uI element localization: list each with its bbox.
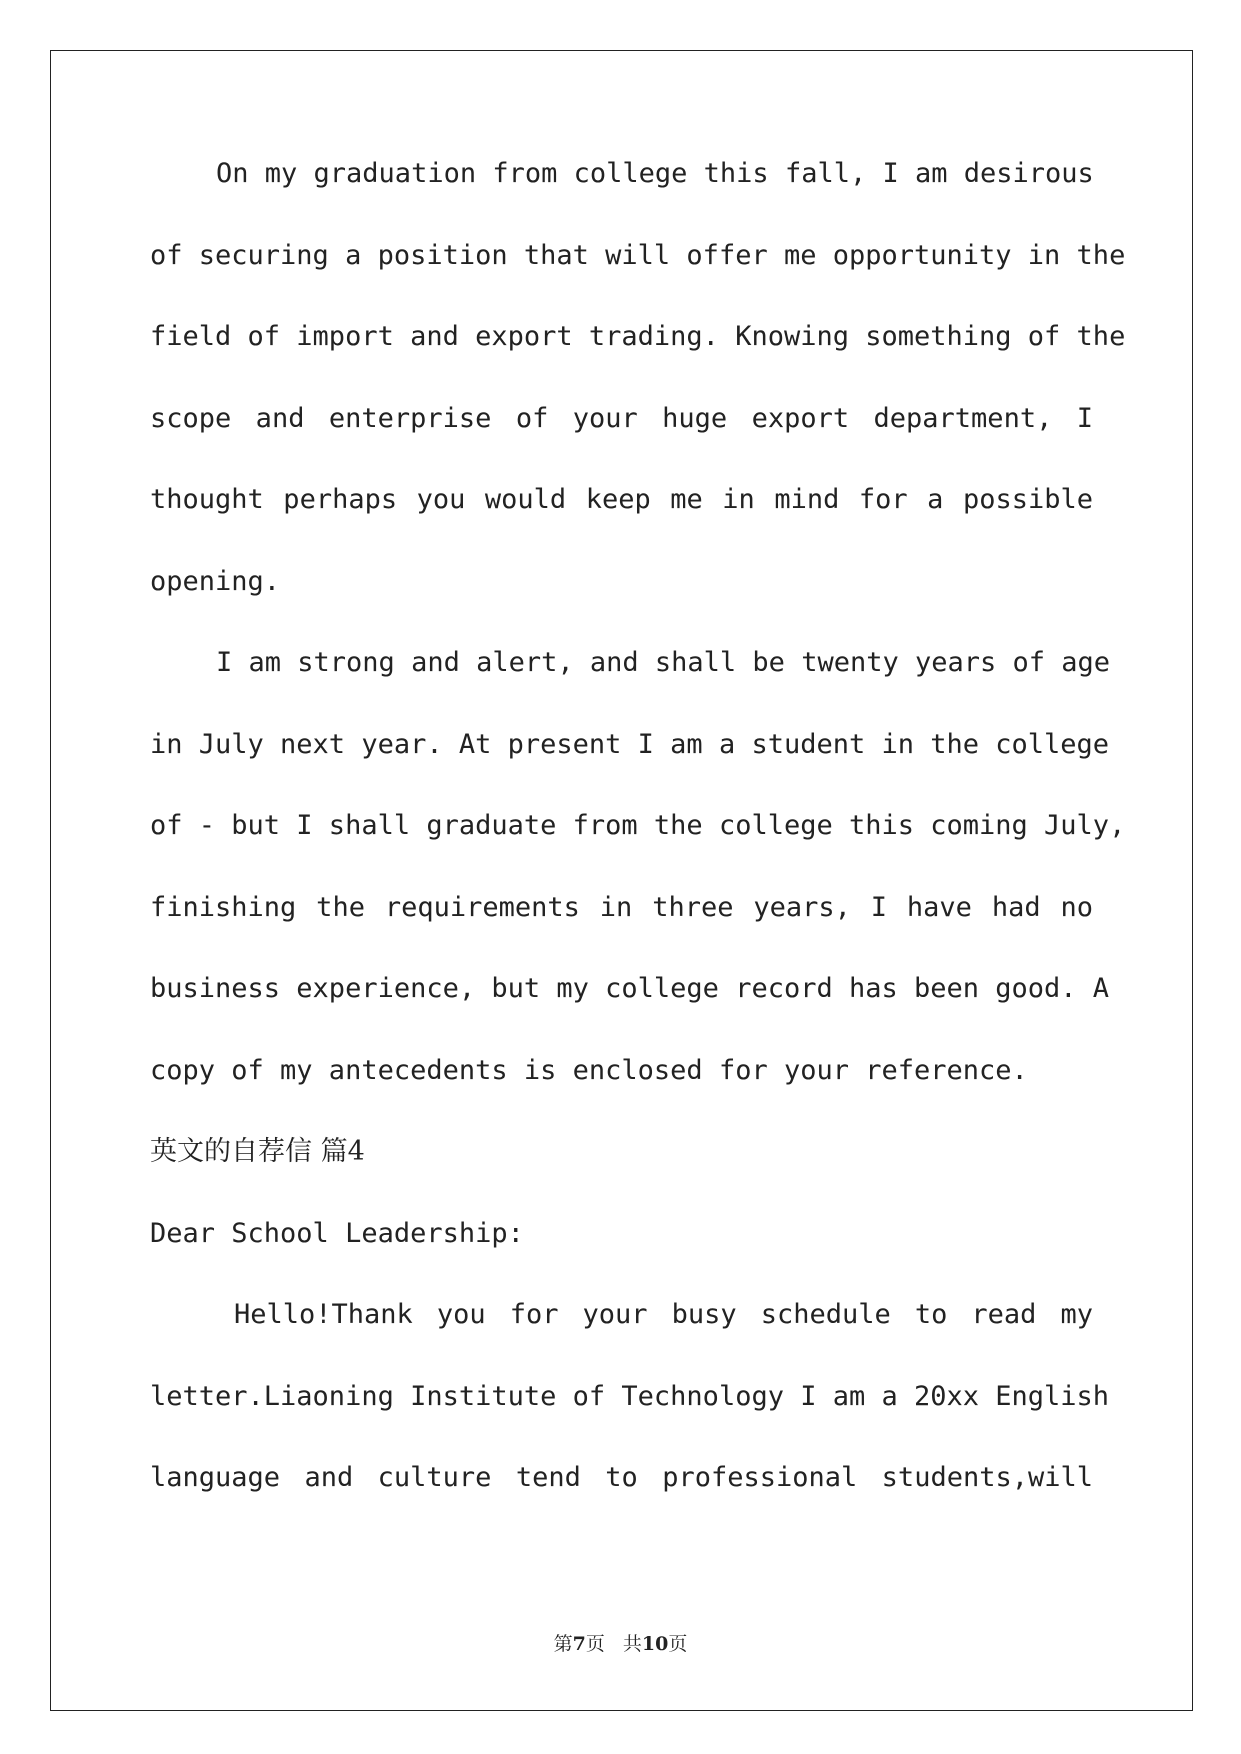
- footer-page-suffix: 页: [585, 1633, 605, 1655]
- section-heading: 英文的自荐信 篇4: [150, 1136, 365, 1167]
- footer-total-prefix: 共: [622, 1633, 642, 1655]
- text-line: finishing the requirements in three years, I have had no: [150, 891, 1093, 923]
- page-footer: [0, 1629, 1241, 1656]
- footer-total-suffix: 页: [668, 1633, 688, 1655]
- text-line: language and culture tend to professional students,will: [150, 1462, 1093, 1493]
- text-line: of securing a position that will offer me opportunity in the: [150, 239, 1126, 271]
- text-line: copy of my antecedents is enclosed for your reference.: [150, 1054, 1028, 1086]
- text-line: business experience, but my college record has been good. A: [150, 973, 1110, 1004]
- footer-prefix: 第: [553, 1633, 573, 1655]
- footer-page-number: 7: [572, 1633, 586, 1655]
- text-line: On my graduation from college this fall, I am desirous: [216, 158, 1094, 189]
- text-line: scope and enterprise of your huge export department, I: [150, 402, 1093, 434]
- text-line: I am strong and alert, and shall be twenty years of age: [216, 647, 1111, 678]
- text-line: of - but I shall graduate from the college this coming July,: [150, 810, 1126, 841]
- text-line: field of import and export trading. Knowing something of the: [150, 321, 1126, 352]
- text-line: letter.Liaoning Institute of Technology I am a 20xx English: [150, 1380, 1110, 1412]
- salutation: Dear School Leadership:: [150, 1217, 524, 1249]
- document-body: [150, 154, 1126, 1540]
- footer-total-pages: 10: [641, 1633, 669, 1655]
- text-line: in July next year. At present I am a student in the college: [150, 728, 1110, 760]
- text-line: opening.: [150, 565, 281, 597]
- text-line: Hello!Thank you for your busy schedule to read my: [234, 1299, 1093, 1330]
- text-line: thought perhaps you would keep me in mind for a possible: [150, 484, 1093, 515]
